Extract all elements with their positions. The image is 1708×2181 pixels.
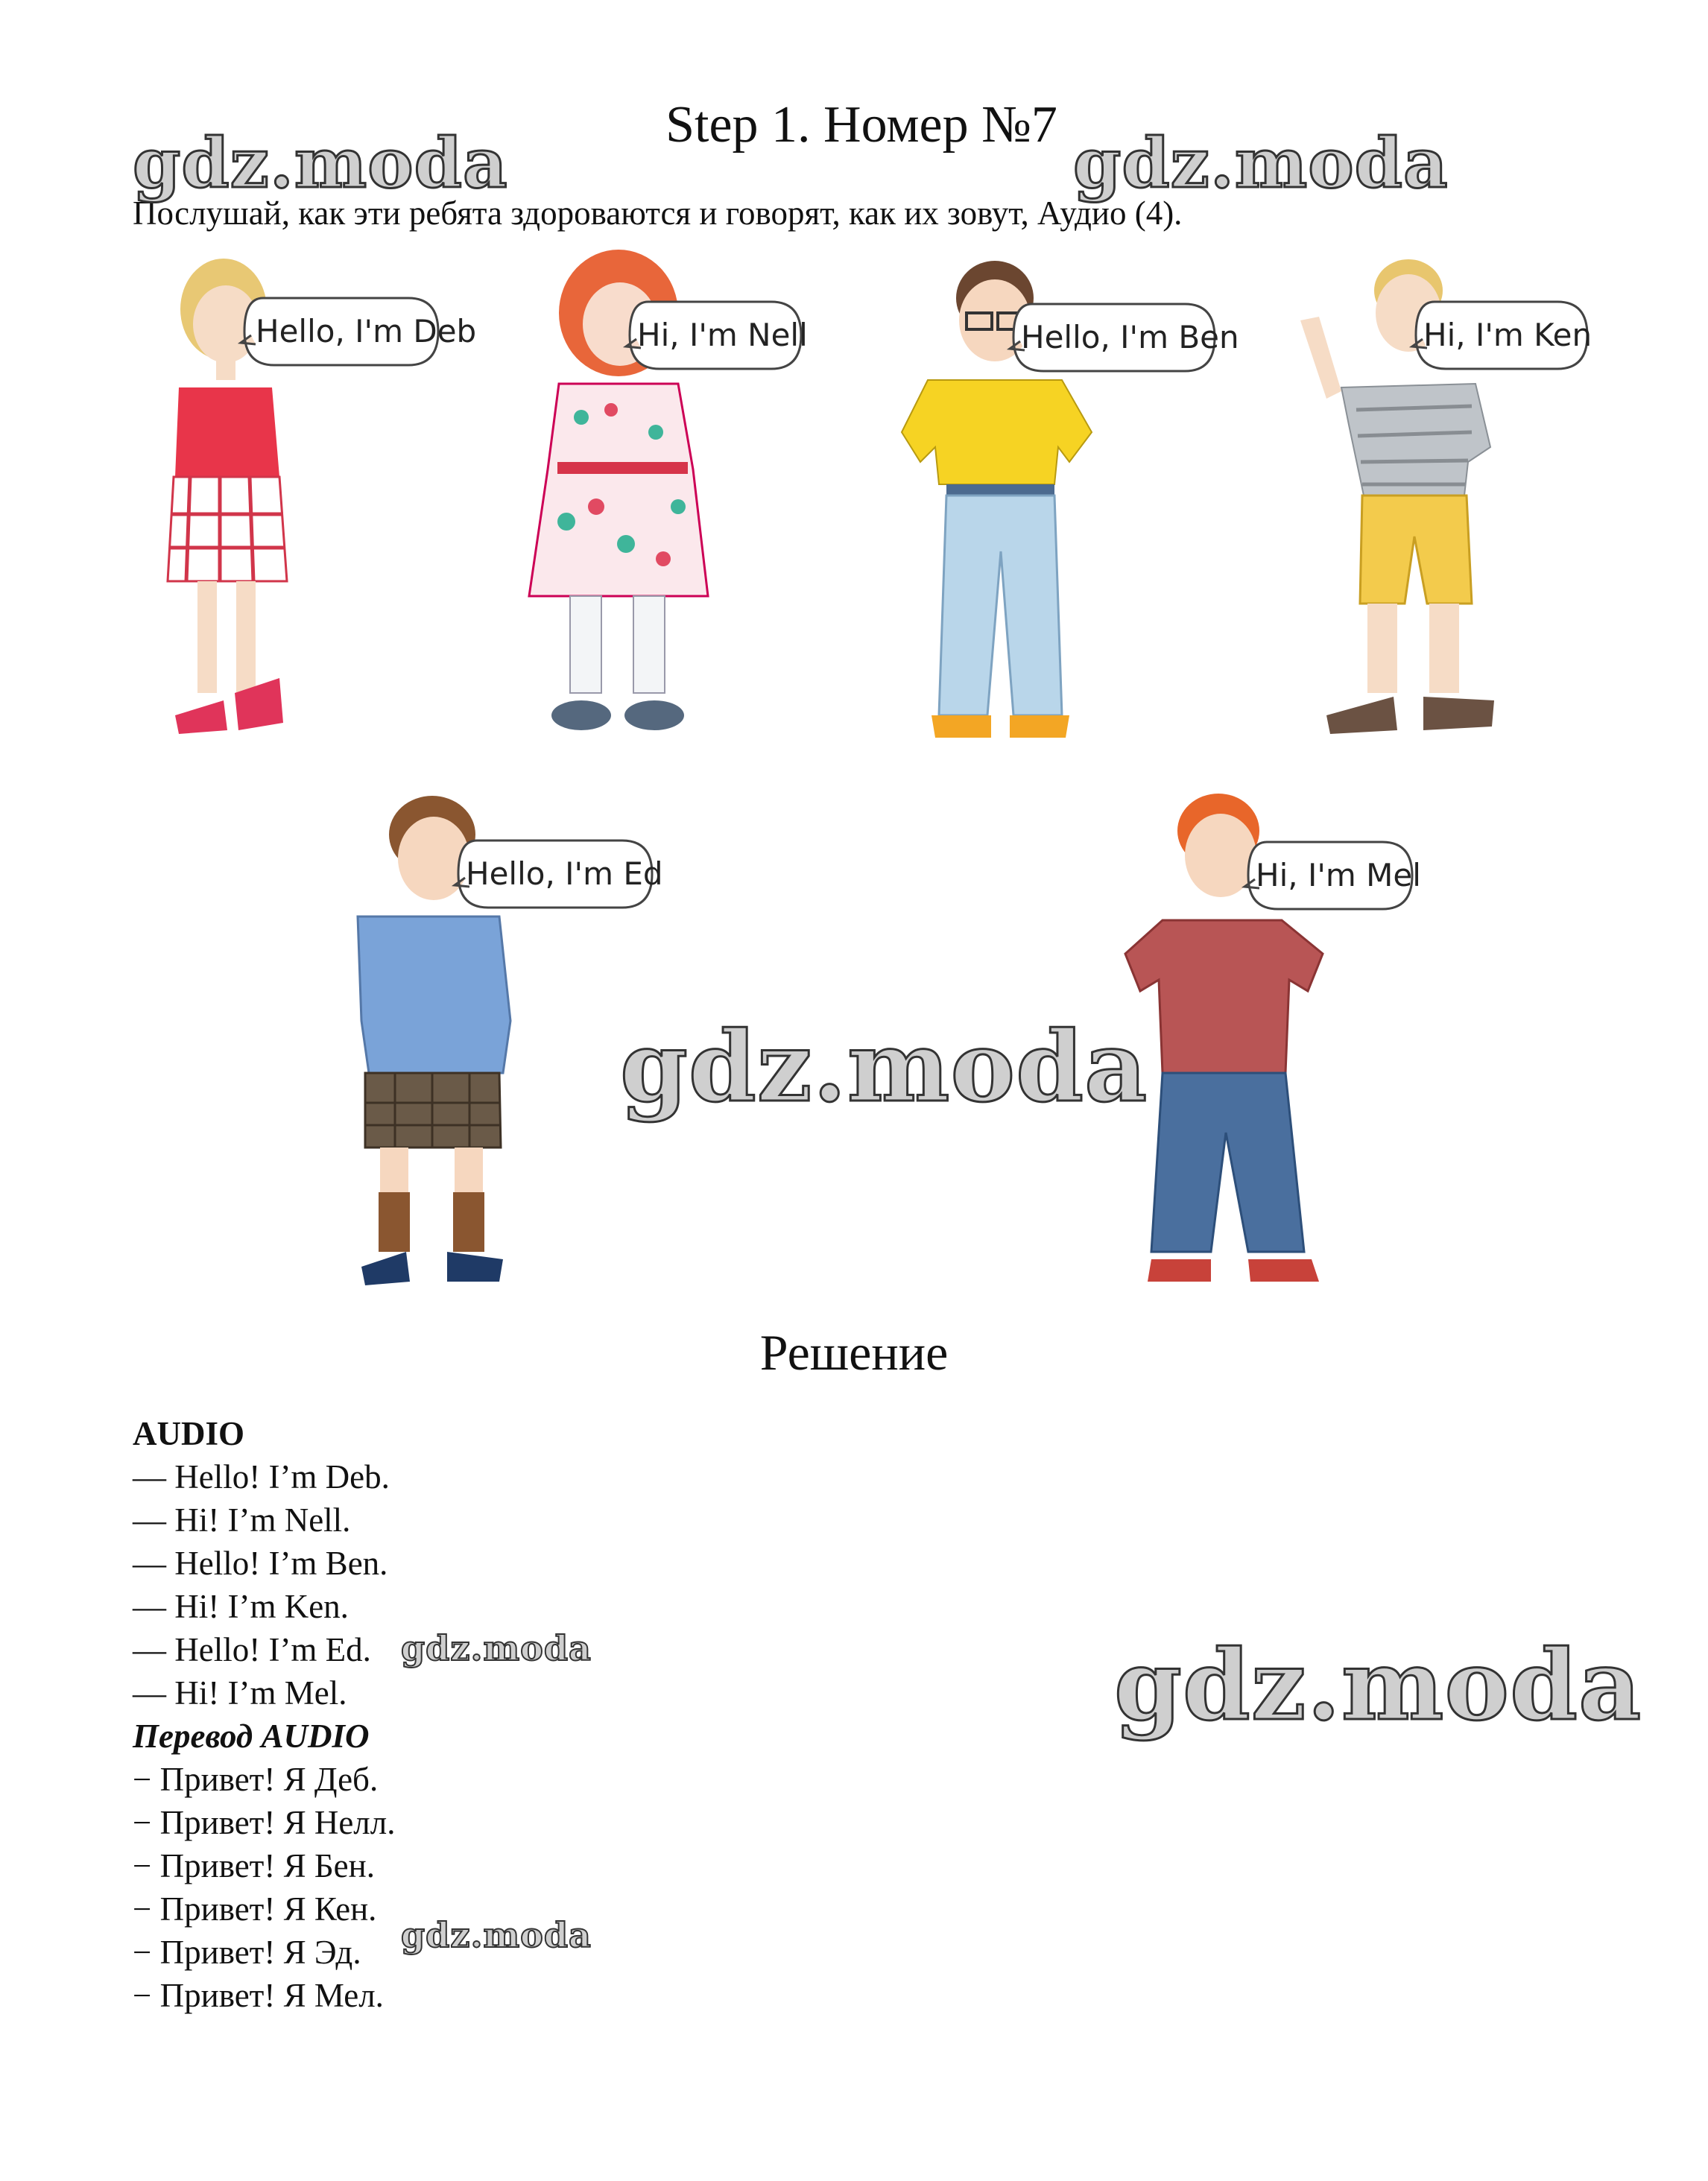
answer-block	[133, 1412, 1027, 2017]
speech-text: Hello, I'm Deb	[256, 313, 477, 349]
speech-text: Hello, I'm Ben	[1021, 319, 1239, 355]
watermark: gdz.moda	[620, 1010, 1148, 1124]
audio-line: — Hi! I’m Nell.	[133, 1501, 351, 1539]
audio-line: — Hi! I’m Mel.	[133, 1674, 347, 1712]
translation-heading: Перевод AUDIO	[133, 1718, 370, 1755]
audio-line: — Hello! I’m Ben.	[133, 1545, 388, 1582]
translation-line: − Привет! Я Мел.	[133, 1977, 384, 2014]
audio-heading: AUDIO	[133, 1415, 245, 1452]
task-instruction: Послушай, как эти ребята здороваются и говорят, как их зовут, Аудио (4).	[133, 194, 1183, 232]
speech-text: Hi, I'm Nell	[637, 317, 808, 353]
speech-text: Hi, I'm Ken	[1423, 317, 1592, 353]
audio-line: — Hello! I’m Ed.	[133, 1631, 371, 1668]
child-mel-illustration	[1118, 775, 1431, 1297]
watermark: gdz.moda	[133, 123, 508, 203]
translation-line: − Привет! Я Бен.	[133, 1847, 375, 1884]
audio-line: — Hi! I’m Ken.	[133, 1588, 349, 1625]
solution-title: Решение	[759, 1324, 949, 1381]
child-ken-illustration	[1297, 238, 1610, 760]
child-deb-illustration	[145, 238, 477, 760]
translation-line: − Привет! Я Нелл.	[133, 1804, 396, 1841]
speech-text: Hello, I'm Ed	[466, 855, 663, 892]
watermark: gdz.moda	[1073, 123, 1449, 203]
watermark: gdz.moda	[401, 1915, 592, 1955]
translation-line: − Привет! Я Эд.	[133, 1934, 361, 1971]
audio-line: — Hello! I’m Deb.	[133, 1458, 390, 1495]
translation-line: − Привет! Я Кен.	[133, 1890, 377, 1928]
page-title: Step 1. Номер №7	[665, 96, 1057, 153]
child-ben-illustration	[883, 238, 1239, 760]
watermark: gdz.moda	[1114, 1628, 1642, 1742]
watermark: gdz.moda	[401, 1628, 592, 1668]
speech-text: Hi, I'm Mel	[1256, 857, 1421, 893]
child-ed-illustration	[335, 775, 663, 1297]
child-nell-illustration	[507, 238, 820, 760]
translation-line: − Привет! Я Деб.	[133, 1761, 379, 1798]
